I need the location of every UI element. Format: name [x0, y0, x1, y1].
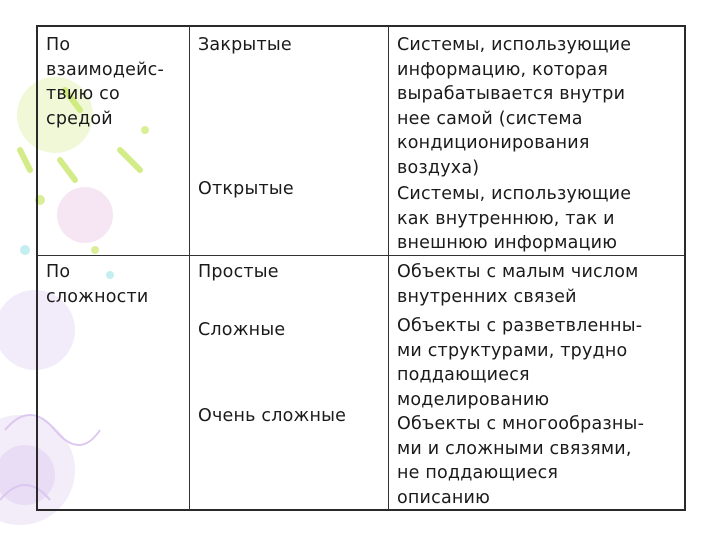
type-closed: Закрытые [198, 35, 292, 55]
description-complex: Объекты с разветвленны- ми структурами, трудно поддающиеся моделированию [397, 316, 643, 410]
type-simple: Простые [198, 262, 279, 282]
row-category-complexity: По сложности [46, 262, 149, 307]
type-open: Открытые [198, 179, 294, 199]
description-very-complex: Объекты с многообразны- ми и сложными связями, не поддающиеся описанию [397, 414, 645, 508]
description-simple: Объекты с малым числом внутренних связей [397, 262, 639, 307]
column-divider [388, 27, 389, 509]
type-very-complex: Очень сложные [198, 406, 347, 426]
row-category-interaction: По взаимодейс- твию со средой [46, 35, 165, 129]
type-complex: Сложные [198, 320, 286, 340]
description-closed: Системы, использующие информацию, которая вырабатывается внутри нее самой (система кондиционирования воздуха) [397, 35, 632, 178]
classification-table [36, 25, 686, 511]
column-divider [189, 27, 190, 509]
description-open: Системы, использующие как внутреннюю, так и внешнюю информацию [397, 184, 632, 253]
